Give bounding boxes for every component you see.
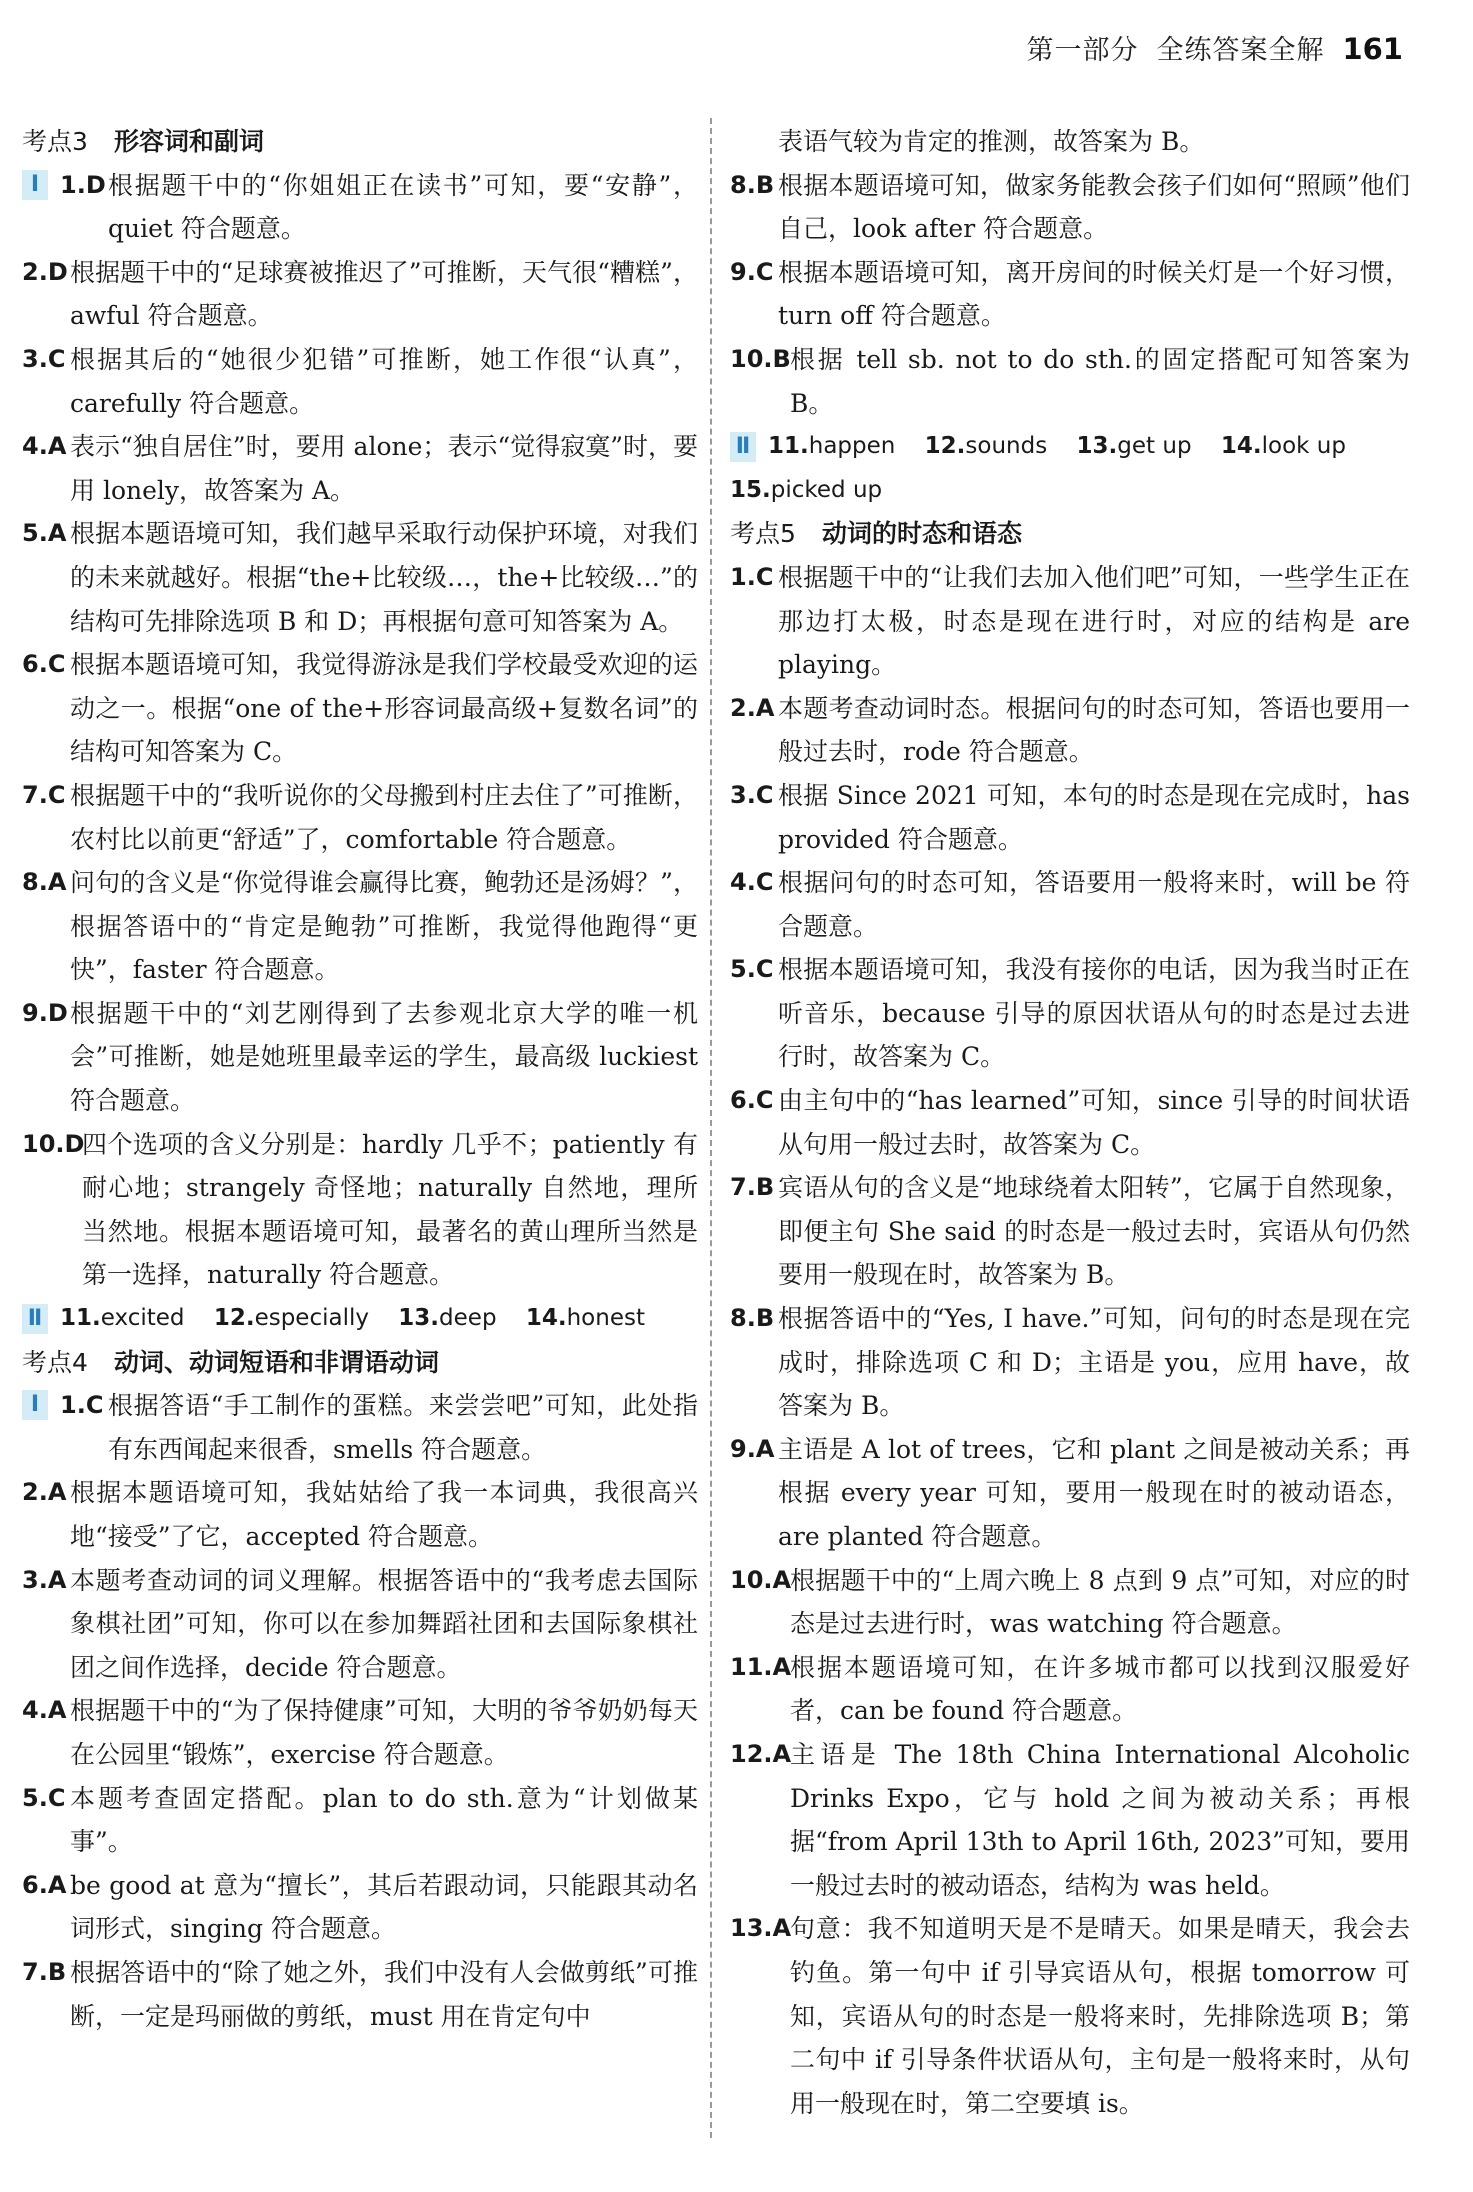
answer-item (730, 556, 1410, 687)
section-title: 形容词和副词 (114, 127, 265, 156)
answer-item (22, 861, 698, 992)
item-text: 问句的含义是“你觉得谁会赢得比赛，鲍勃还是汤姆？”，根据答语中的“肯定是鲍勃”可推断，我觉得他跑得“更快”，faster 符合题意。 (70, 868, 698, 985)
item-number: 8.B (730, 1304, 775, 1333)
answer-item (730, 1079, 1410, 1166)
item-number: 10.A (730, 1565, 792, 1594)
fill-in-answers (730, 469, 1410, 513)
fill-answer: 11.excited (60, 1305, 185, 1332)
item-text: 根据问句的时态可知，答语要用一般将来时，will be 符合题意。 (778, 868, 1410, 941)
answer-item (730, 1166, 1410, 1297)
item-text: 根据题干中的“我听说你的父母搬到村庄去住了”可推断，农村比以前更“舒适”了，comfortable 符合题意。 (70, 780, 698, 854)
roman-numeral-badge: Ⅱ (730, 432, 756, 462)
roman-numeral-badge: Ⅰ (22, 1390, 48, 1420)
item-text: 四个选项的含义分别是：hardly 几乎不；patiently 有耐心地；strangely 奇怪地；naturally 自然地，理所当然地。根据本题语境可知，最著名的黄山理所当然是第一选择，naturally 符合题意。 (82, 1129, 698, 1290)
column-divider (710, 118, 712, 2138)
answer-item (730, 1907, 1410, 2125)
item-number: 6.A (22, 1870, 67, 1899)
answer-item (730, 1733, 1410, 1907)
item-text: 表语气较为肯定的推测，故答案为 B。 (778, 127, 1205, 156)
answer-item (22, 1471, 698, 1558)
item-text: 根据其后的“她很少犯错”可推断，她工作很“认真”，carefully 符合题意。 (70, 344, 698, 418)
fill-answer: 12.sounds (924, 433, 1048, 460)
item-number: 7.B (22, 1957, 67, 1986)
item-number: 9.C (730, 257, 774, 286)
item-number: 3.C (22, 344, 66, 373)
item-text: 根据答语中的“Yes, I have.”可知，问句的时态是现在完成时，排除选项 C 和 D；主语是 you，应用 have，故答案为 B。 (778, 1304, 1410, 1421)
item-text: 本题考查动词时态。根据问句的时态可知，答语也要用一般过去时，rode 符合题意。 (778, 693, 1410, 767)
item-number: 5.A (22, 519, 67, 548)
answer-item (22, 425, 698, 512)
section-label: 考点3 (22, 127, 88, 156)
item-text: 根据 Since 2021 可知，本句的时态是现在完成时，has provided 符合题意。 (778, 780, 1410, 854)
item-text: 根据题干中的“足球赛被推迟了”可推断，天气很“糟糕”，awful 符合题意。 (70, 257, 698, 331)
answer-item (730, 861, 1410, 948)
page-number: 161 (1342, 32, 1403, 66)
answer-item (730, 1646, 1410, 1733)
left-column (22, 120, 698, 2038)
item-text: 宾语从句的含义是“地球绕着太阳转”，它属于自然现象，即便主句 She said 的时态是一般过去时，宾语从句仍然要用一般现在时，故答案为 B。 (778, 1173, 1410, 1290)
answer-item (730, 687, 1410, 774)
item-number: 1.D (60, 170, 106, 199)
section-heading-5 (730, 512, 1410, 556)
answer-item (22, 1864, 698, 1951)
item-number: 2.A (730, 693, 775, 722)
item-text: 句意：我不知道明天是不是晴天。如果是晴天，我会去钓鱼。第一句中 if 引导宾语从句，根据 tomorrow 可知，宾语从句的时态是一般将来时，先排除选项 B；第二句中 if 引导条件状语从句，主句是一般将来时，从句用一般现在时，第二空要填 is。 (790, 1914, 1410, 2118)
item-number: 3.A (22, 1565, 67, 1594)
answer-item (22, 1777, 698, 1864)
answer-item (22, 774, 698, 861)
item-text: 主语是 The 18th China International Alcoholic Drinks Expo，它与 hold 之间为被动关系；再根据“from April 13th to April 16th, 2023”可知，要用一般过去时的被动语态，结构为 was held。 (790, 1739, 1410, 1900)
roman-numeral-badge: Ⅰ (22, 170, 48, 200)
item-number: 13.A (730, 1914, 792, 1943)
item-number: 4.A (22, 1696, 67, 1725)
item-text: 根据题干中的“上周六晚上 8 点到 9 点”可知，对应的时态是过去进行时，was watching 符合题意。 (790, 1565, 1410, 1639)
item-number: 6.C (730, 1086, 774, 1115)
fill-answer: 14.honest (525, 1305, 645, 1332)
item-text: 本题考查动词的词义理解。根据答语中的“我考虑去国际象棋社团”可知，你可以在参加舞蹈社团和去国际象棋社团之间作选择，decide 符合题意。 (70, 1565, 698, 1682)
item-text: 根据本题语境可知，我觉得游泳是我们学校最受欢迎的运动之一。根据“one of the+形容词最高级+复数名词”的结构可知答案为 C。 (70, 650, 698, 767)
item-number: 5.C (22, 1783, 66, 1812)
section-title: 动词的时态和语态 (822, 519, 1023, 549)
item-text: 根据题干中的“为了保持健康”可知，大明的爷爷奶奶每天在公园里“锻炼”，exercise 符合题意。 (70, 1696, 698, 1769)
answer-item (22, 251, 698, 338)
answer-item (22, 992, 698, 1123)
header-part: 第一部分 (1026, 35, 1139, 66)
item-number: 2.D (22, 257, 68, 286)
fill-answer: 13.get up (1076, 433, 1192, 460)
item-number: 9.D (22, 998, 68, 1027)
answer-item (730, 1559, 1410, 1646)
answer-item (22, 1559, 698, 1690)
section-label: 考点5 (730, 519, 796, 549)
answer-item (730, 338, 1410, 425)
item-text: 根据答语中的“除了她之外，我们中没有人会做剪纸”可推断，一定是玛丽做的剪纸，must 用在肯定句中 (70, 1957, 698, 2031)
item-number: 4.A (22, 432, 67, 461)
item-text: 根据本题语境可知，离开房间的时候关灯是一个好习惯，turn off 符合题意。 (778, 257, 1410, 331)
item-number: 4.C (730, 868, 774, 897)
item-text: 根据本题语境可知，我们越早采取行动保护环境，对我们的未来就越好。根据“the+比较级…，the+比较级…”的结构可先排除选项 B 和 D；再根据句意可知答案为 A。 (70, 519, 698, 636)
item-text: 根据本题语境可知，在许多城市都可以找到汉服爱好者，can be found 符合题意。 (790, 1652, 1410, 1726)
item-text: 根据答语“手工制作的蛋糕。来尝尝吧”可知，此处指有东西闻起来很香，smells 符合题意。 (108, 1391, 698, 1464)
header-title: 全练答案全解 (1156, 35, 1325, 66)
item-text: 由主句中的“has learned”可知，since 引导的时间状语从句用一般过去时，故答案为 C。 (778, 1086, 1410, 1159)
answer-item (22, 1951, 698, 2038)
item-text: 根据题干中的“刘艺刚得到了去参观北京大学的唯一机会”可推断，她是她班里最幸运的学生，最高级 luckiest 符合题意。 (70, 998, 698, 1116)
right-column (730, 120, 1410, 2125)
fill-answer: 12.especially (213, 1305, 369, 1332)
answer-item (22, 1123, 698, 1297)
item-text: 表示“独自居住”时，要用 alone；表示“觉得寂寞”时，要用 lonely，故答案为 A。 (70, 432, 698, 505)
section-title: 动词、动词短语和非谓语动词 (114, 1347, 440, 1377)
item-text: 根据本题语境可知，我姑姑给了我一本词典，我很高兴地“接受”了它，accepted 符合题意。 (70, 1478, 698, 1551)
item-number: 6.C (22, 650, 66, 679)
item-number: 7.C (22, 780, 66, 809)
section-label: 考点4 (22, 1347, 88, 1377)
fill-answer: 11.happen (768, 433, 896, 460)
item-text: 根据题干中的“让我们去加入他们吧”可知，一些学生正在那边打太极，时态是现在进行时，对应的结构是 are playing。 (778, 562, 1410, 680)
item-text: be good at 意为“擅长”，其后若跟动词，只能跟其动名词形式，singing 符合题意。 (70, 1870, 698, 1944)
answer-item (730, 1297, 1410, 1428)
continued-text (730, 120, 1410, 164)
item-number: 12.A (730, 1739, 792, 1768)
item-number: 1.C (730, 562, 774, 591)
item-number: 10.D (22, 1129, 85, 1158)
item-text: 根据本题语境可知，我没有接你的电话，因为我当时正在听音乐，because 引导的原因状语从句的时态是过去进行时，故答案为 C。 (778, 955, 1410, 1072)
item-text: 主语是 A lot of trees，它和 plant 之间是被动关系；再根据 every year 可知，要用一般现在时的被动语态，are planted 符合题意。 (778, 1434, 1410, 1551)
answer-item (22, 164, 698, 251)
fill-answer: 15.picked up (730, 476, 883, 503)
item-number: 7.B (730, 1173, 775, 1202)
item-text: 根据本题语境可知，做家务能教会孩子们如何“照顾”他们自己，look after 符合题意。 (778, 170, 1410, 244)
section-heading-3 (22, 120, 698, 164)
item-number: 2.A (22, 1478, 67, 1507)
item-number: 8.B (730, 170, 775, 199)
answer-item (22, 1689, 698, 1776)
fill-in-answers (22, 1297, 698, 1341)
fill-in-answers (730, 425, 1410, 469)
item-number: 1.C (60, 1391, 104, 1420)
answer-item (22, 338, 698, 425)
answer-item (22, 512, 698, 643)
item-number: 10.B (730, 344, 791, 373)
item-text: 本题考查固定搭配。plan to do sth.意为“计划做某事”。 (70, 1783, 698, 1857)
answer-item (730, 948, 1410, 1079)
answer-item (730, 164, 1410, 251)
page-header (1026, 28, 1403, 67)
fill-answer: 14.look up (1220, 433, 1346, 460)
item-text: 根据题干中的“你姐姐正在读书”可知，要“安静”，quiet 符合题意。 (108, 170, 698, 244)
answer-item (730, 1428, 1410, 1559)
item-number: 9.A (730, 1434, 775, 1463)
answer-item (730, 774, 1410, 861)
fill-answer: 13.deep (398, 1305, 497, 1332)
answer-item (22, 1384, 698, 1471)
item-number: 3.C (730, 780, 774, 809)
section-heading-4 (22, 1341, 698, 1385)
item-text: 根据 tell sb. not to do sth.的固定搭配可知答案为 B。 (790, 344, 1410, 418)
item-number: 5.C (730, 955, 774, 984)
item-number: 8.A (22, 868, 67, 897)
answer-item (22, 643, 698, 774)
roman-numeral-badge: Ⅱ (22, 1304, 48, 1334)
item-number: 11.A (730, 1652, 792, 1681)
answer-item (730, 251, 1410, 338)
